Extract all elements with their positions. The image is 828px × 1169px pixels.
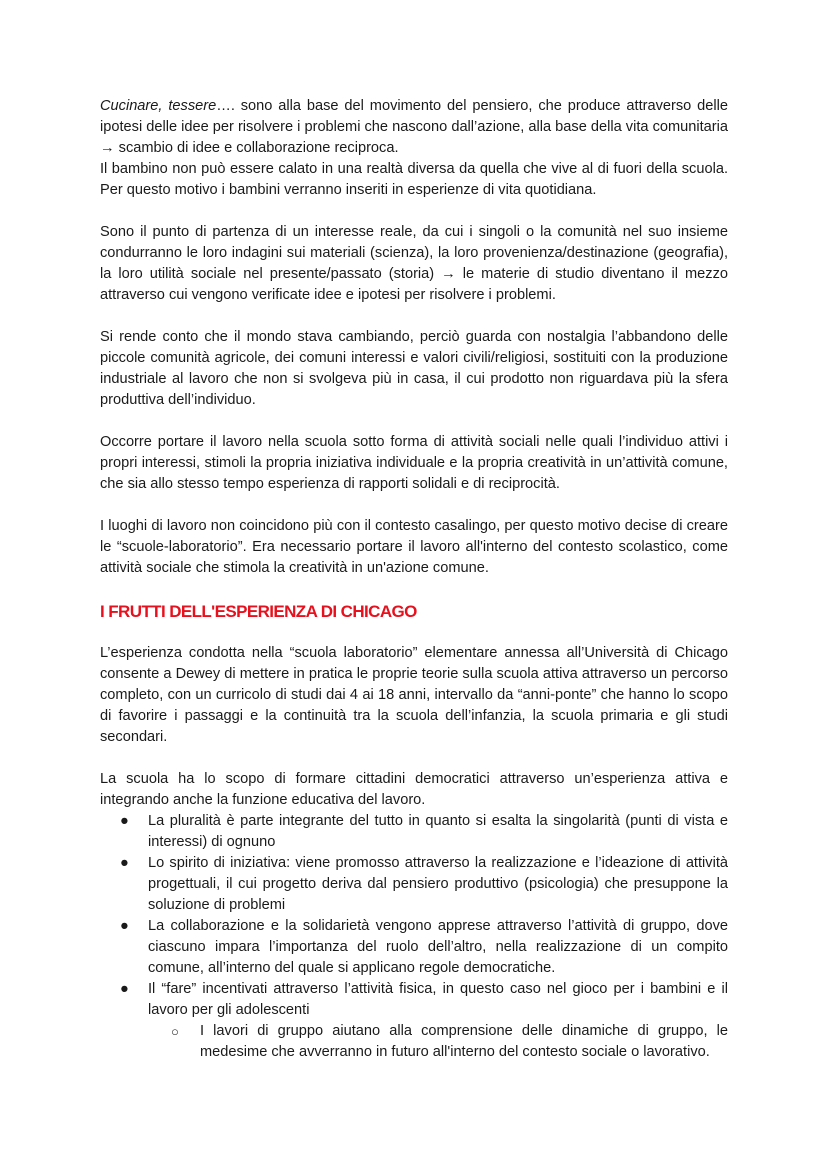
paragraph-scopo-scuola: La scuola ha lo scopo di formare cittadini democratici attraverso un’esperienza attiva e integrando anche la funzione educativa del lavoro.: [100, 771, 728, 808]
list-item: [100, 979, 728, 1021]
list-item-text: Lo spirito di iniziativa: viene promosso attraverso la realizzazione e l’ideazione di attività progettuali, il cui progetto deriva dal pensiero produttivo (psicologia) che presuppone la soluzione di problemi: [148, 855, 728, 913]
list-item: [100, 853, 728, 916]
paragraph-text: …. sono alla base del movimento del pensiero, che produce attraverso delle ipotesi delle idee per risolvere i problemi che nascono dall’azione, alla base della vita comunitaria → scambio di idee e collaborazione reciproca.: [100, 98, 729, 156]
sub-bullet-list: [100, 1021, 728, 1063]
paragraph-luoghi-lavoro: I luoghi di lavoro non coincidono più con il contesto casalingo, per questo motivo decise di creare le “scuole-laboratorio”. Era necessario portare il lavoro all'interno del contesto scolastico, come attività sociale che stimola la creatività in un'azione comune.: [100, 518, 728, 576]
list-item-text: La collaborazione e la solidarietà vengono apprese attraverso l’attività di gruppo, dove ciascuno impara l’importanza del ruolo dell’altro, nella realizzazione di un compito comune, all’interno del quale si applicano regole democratiche.: [148, 918, 728, 976]
sub-list-item: [100, 1021, 728, 1063]
bullet-icon: ●: [120, 918, 129, 934]
section-heading: I FRUTTI DELL'ESPERIENZA DI CHICAGO: [100, 602, 417, 621]
bullet-icon: ●: [120, 813, 129, 829]
bullet-list: [100, 811, 728, 1021]
bullet-icon: ●: [120, 981, 129, 997]
paragraph-punto-di-partenza: Sono il punto di partenza di un interesse reale, da cui i singoli o la comunità nel suo insieme condurranno le loro indagini sui materiali (scienza), la loro provenienza/destinazione (geografia), la loro utilità sociale nel presente/passato (storia) → le materie di studio diventano il mezzo attraverso cui vengono verificate idee e ipotesi per risolvere i problemi.: [100, 224, 728, 303]
paragraph-esperienza-chicago: L’esperienza condotta nella “scuola laboratorio” elementare annessa all’Università di Chicago consente a Dewey di mettere in pratica le proprie teorie sulla scuola attiva attraverso un percorso completo, con un curricolo di studi dai 4 ai 18 anni, intervallo da “anni-ponte” che hanno lo scopo di favorire i passaggi e la continuità tra la scuola dell’infanzia, la scuola primaria e gli studi secondari.: [100, 645, 728, 745]
list-item: [100, 916, 728, 979]
paragraph-bambino: Il bambino non può essere calato in una realtà diversa da quella che vive al di fuori della scuola. Per questo motivo i bambini verranno inseriti in esperienze di vita quotidiana.: [100, 161, 728, 198]
document-page: [100, 96, 728, 1063]
paragraph-cucinare: [100, 96, 728, 159]
paragraph-mondo-cambiando: Si rende conto che il mondo stava cambiando, perciò guarda con nostalgia l’abbandono delle piccole comunità agricole, dei comuni interessi e valori civili/religiosi, sostituiti con la produzione industriale al lavoro che non si svolgeva più in casa, il cui prodotto non riguardava più la sfera produttiva dell’individuo.: [100, 329, 728, 408]
bullet-icon: ●: [120, 855, 129, 871]
italic-phrase: Cucinare, tessere: [100, 98, 217, 114]
list-item-text: Il “fare” incentivati attraverso l’attività fisica, in questo caso nel gioco per i bambini e il lavoro per gli adolescenti: [148, 981, 728, 1018]
hollow-bullet-icon: ○: [171, 1024, 179, 1039]
list-item: [100, 811, 728, 853]
paragraph-lavoro-scuola: Occorre portare il lavoro nella scuola sotto forma di attività sociali nelle quali l’individuo attivi i propri interessi, stimoli la propria iniziativa individuale e la propria creatività in un’attività comune, che sia allo stesso tempo esperienza di rapporti solidali e di reciprocità.: [100, 434, 728, 492]
list-item-text: La pluralità è parte integrante del tutto in quanto si esalta la singolarità (punti di vista e interessi) di ognuno: [148, 813, 728, 850]
sub-list-item-text: I lavori di gruppo aiutano alla comprensione delle dinamiche di gruppo, le medesime che avverranno in futuro all'interno del contesto sociale o lavorativo.: [200, 1023, 728, 1060]
